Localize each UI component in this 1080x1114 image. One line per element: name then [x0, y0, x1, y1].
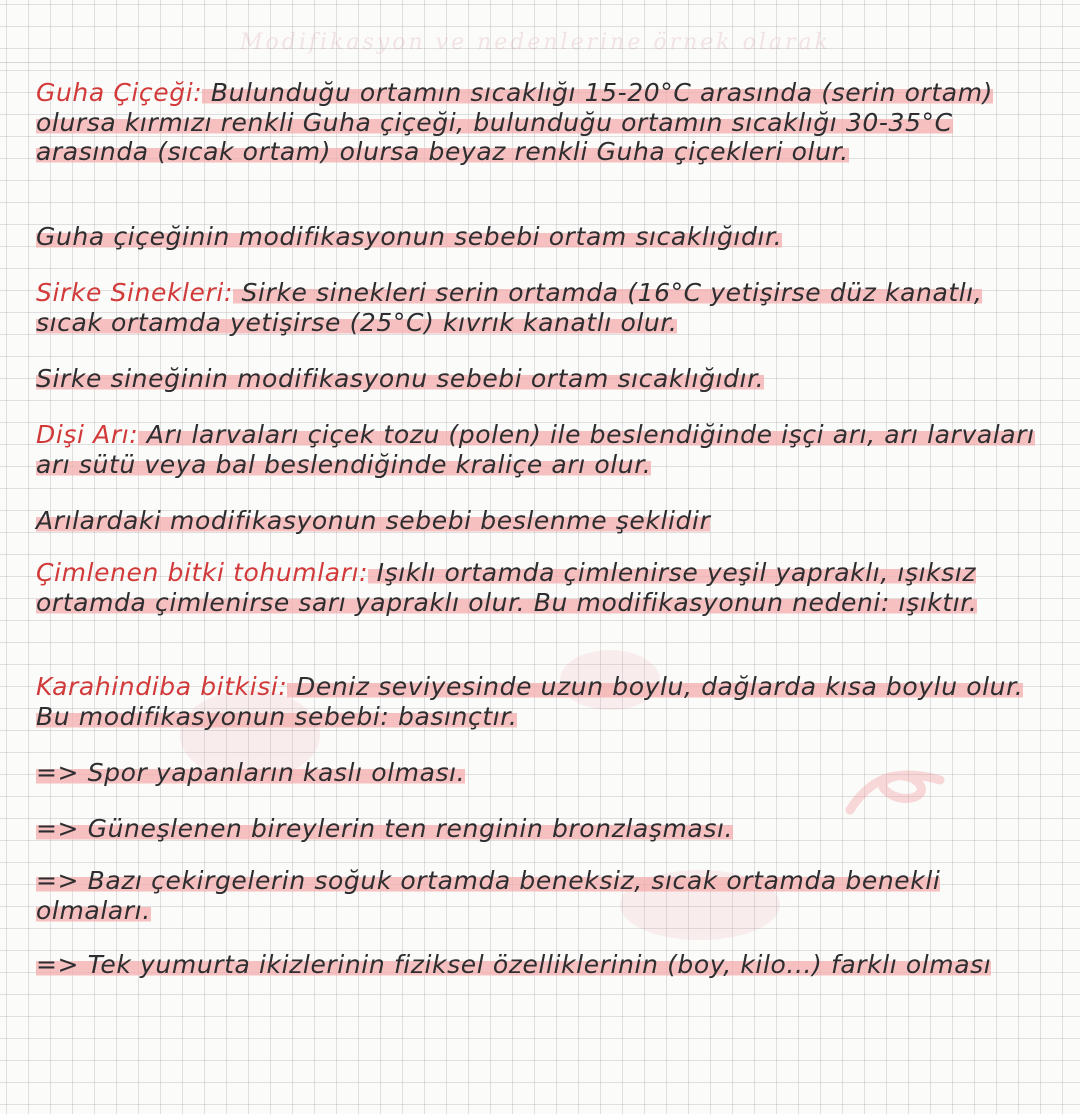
bullet-spor: => Spor yapanların kaslı olması. [36, 758, 466, 787]
text-guha-cicegi: Bulunduğu ortamın sıcaklığı 15-20°C arasında (serin ortam) olursa kırmızı renkli Guha çiçeği, bulunduğu ortamın sıcaklığı 30-35°C arasında (sıcak ortam) olursa beyaz renkli Guha çiçekleri olur. [36, 78, 993, 166]
text-ari-sebep: Arılardaki modifikasyonun sebebi beslenme şeklidir [36, 506, 711, 535]
paragraph-ari-sebep [36, 506, 1036, 536]
bullet-ikiz: => Tek yumurta ikizlerinin fiziksel özelliklerinin (boy, kilo...) farklı olması [36, 950, 992, 979]
paragraph-guha-cicegi [36, 78, 1036, 167]
list-item [36, 758, 1036, 788]
text-guha-sebep: Guha çiçeğinin modifikasyonun sebebi ortam sıcaklığıdır. [36, 222, 783, 251]
text-sirke-sinekleri: Sirke sinekleri serin ortamda (16°C yetişirse düz kanatlı, sıcak ortamda yetişirse (25°C) kıvrık kanatlı olur. [36, 278, 983, 337]
heading-guha-cicegi: Guha Çiçeği: [36, 78, 203, 107]
paragraph-sirke-sinekleri [36, 278, 1036, 337]
heading-sirke-sinekleri: Sirke Sinekleri: [36, 278, 233, 307]
text-disi-ari: Arı larvaları çiçek tozu (polen) ile beslendiğinde işçi arı, arı larvaları arı sütü veya bal beslendiğinde kraliçe arı olur. [36, 420, 1035, 479]
faded-header-text: Modifikasyon ve nedenlerine örnek olarak [240, 30, 831, 55]
heading-disi-ari: Dişi Arı: [36, 420, 139, 449]
paragraph-bitki-tohumlari [36, 558, 1036, 617]
list-item [36, 814, 1036, 844]
paragraph-karahindiba [36, 672, 1036, 731]
heading-karahindiba: Karahindiba bitkisi: [36, 672, 288, 701]
list-item [36, 866, 1036, 925]
text-karahindiba: Deniz seviyesinde uzun boylu, dağlarda kısa boylu olur. Bu modifikasyonun sebebi: basınçtır. [36, 672, 1024, 731]
paragraph-disi-ari [36, 420, 1036, 479]
text-sirke-sebep: Sirke sineğinin modifikasyonu sebebi ortam sıcaklığıdır. [36, 364, 765, 393]
notebook-top-rule [0, 62, 1080, 63]
list-item [36, 950, 1036, 980]
bullet-gunes: => Güneşlenen bireylerin ten renginin bronzlaşması. [36, 814, 734, 843]
text-bitki-tohumlari: Işıklı ortamda çimlenirse yeşil yapraklı, ışıksız ortamda çimlenirse sarı yapraklı olur. Bu modifikasyonun nedeni: ışıktır. [36, 558, 978, 617]
heading-bitki-tohumlari: Çimlenen bitki tohumları: [36, 558, 369, 587]
paragraph-sirke-sebep [36, 364, 1036, 394]
bullet-cekirge: => Bazı çekirgelerin soğuk ortamda beneksiz, sıcak ortamda benekli olmaları. [36, 866, 941, 925]
paragraph-guha-sebep [36, 222, 1036, 252]
